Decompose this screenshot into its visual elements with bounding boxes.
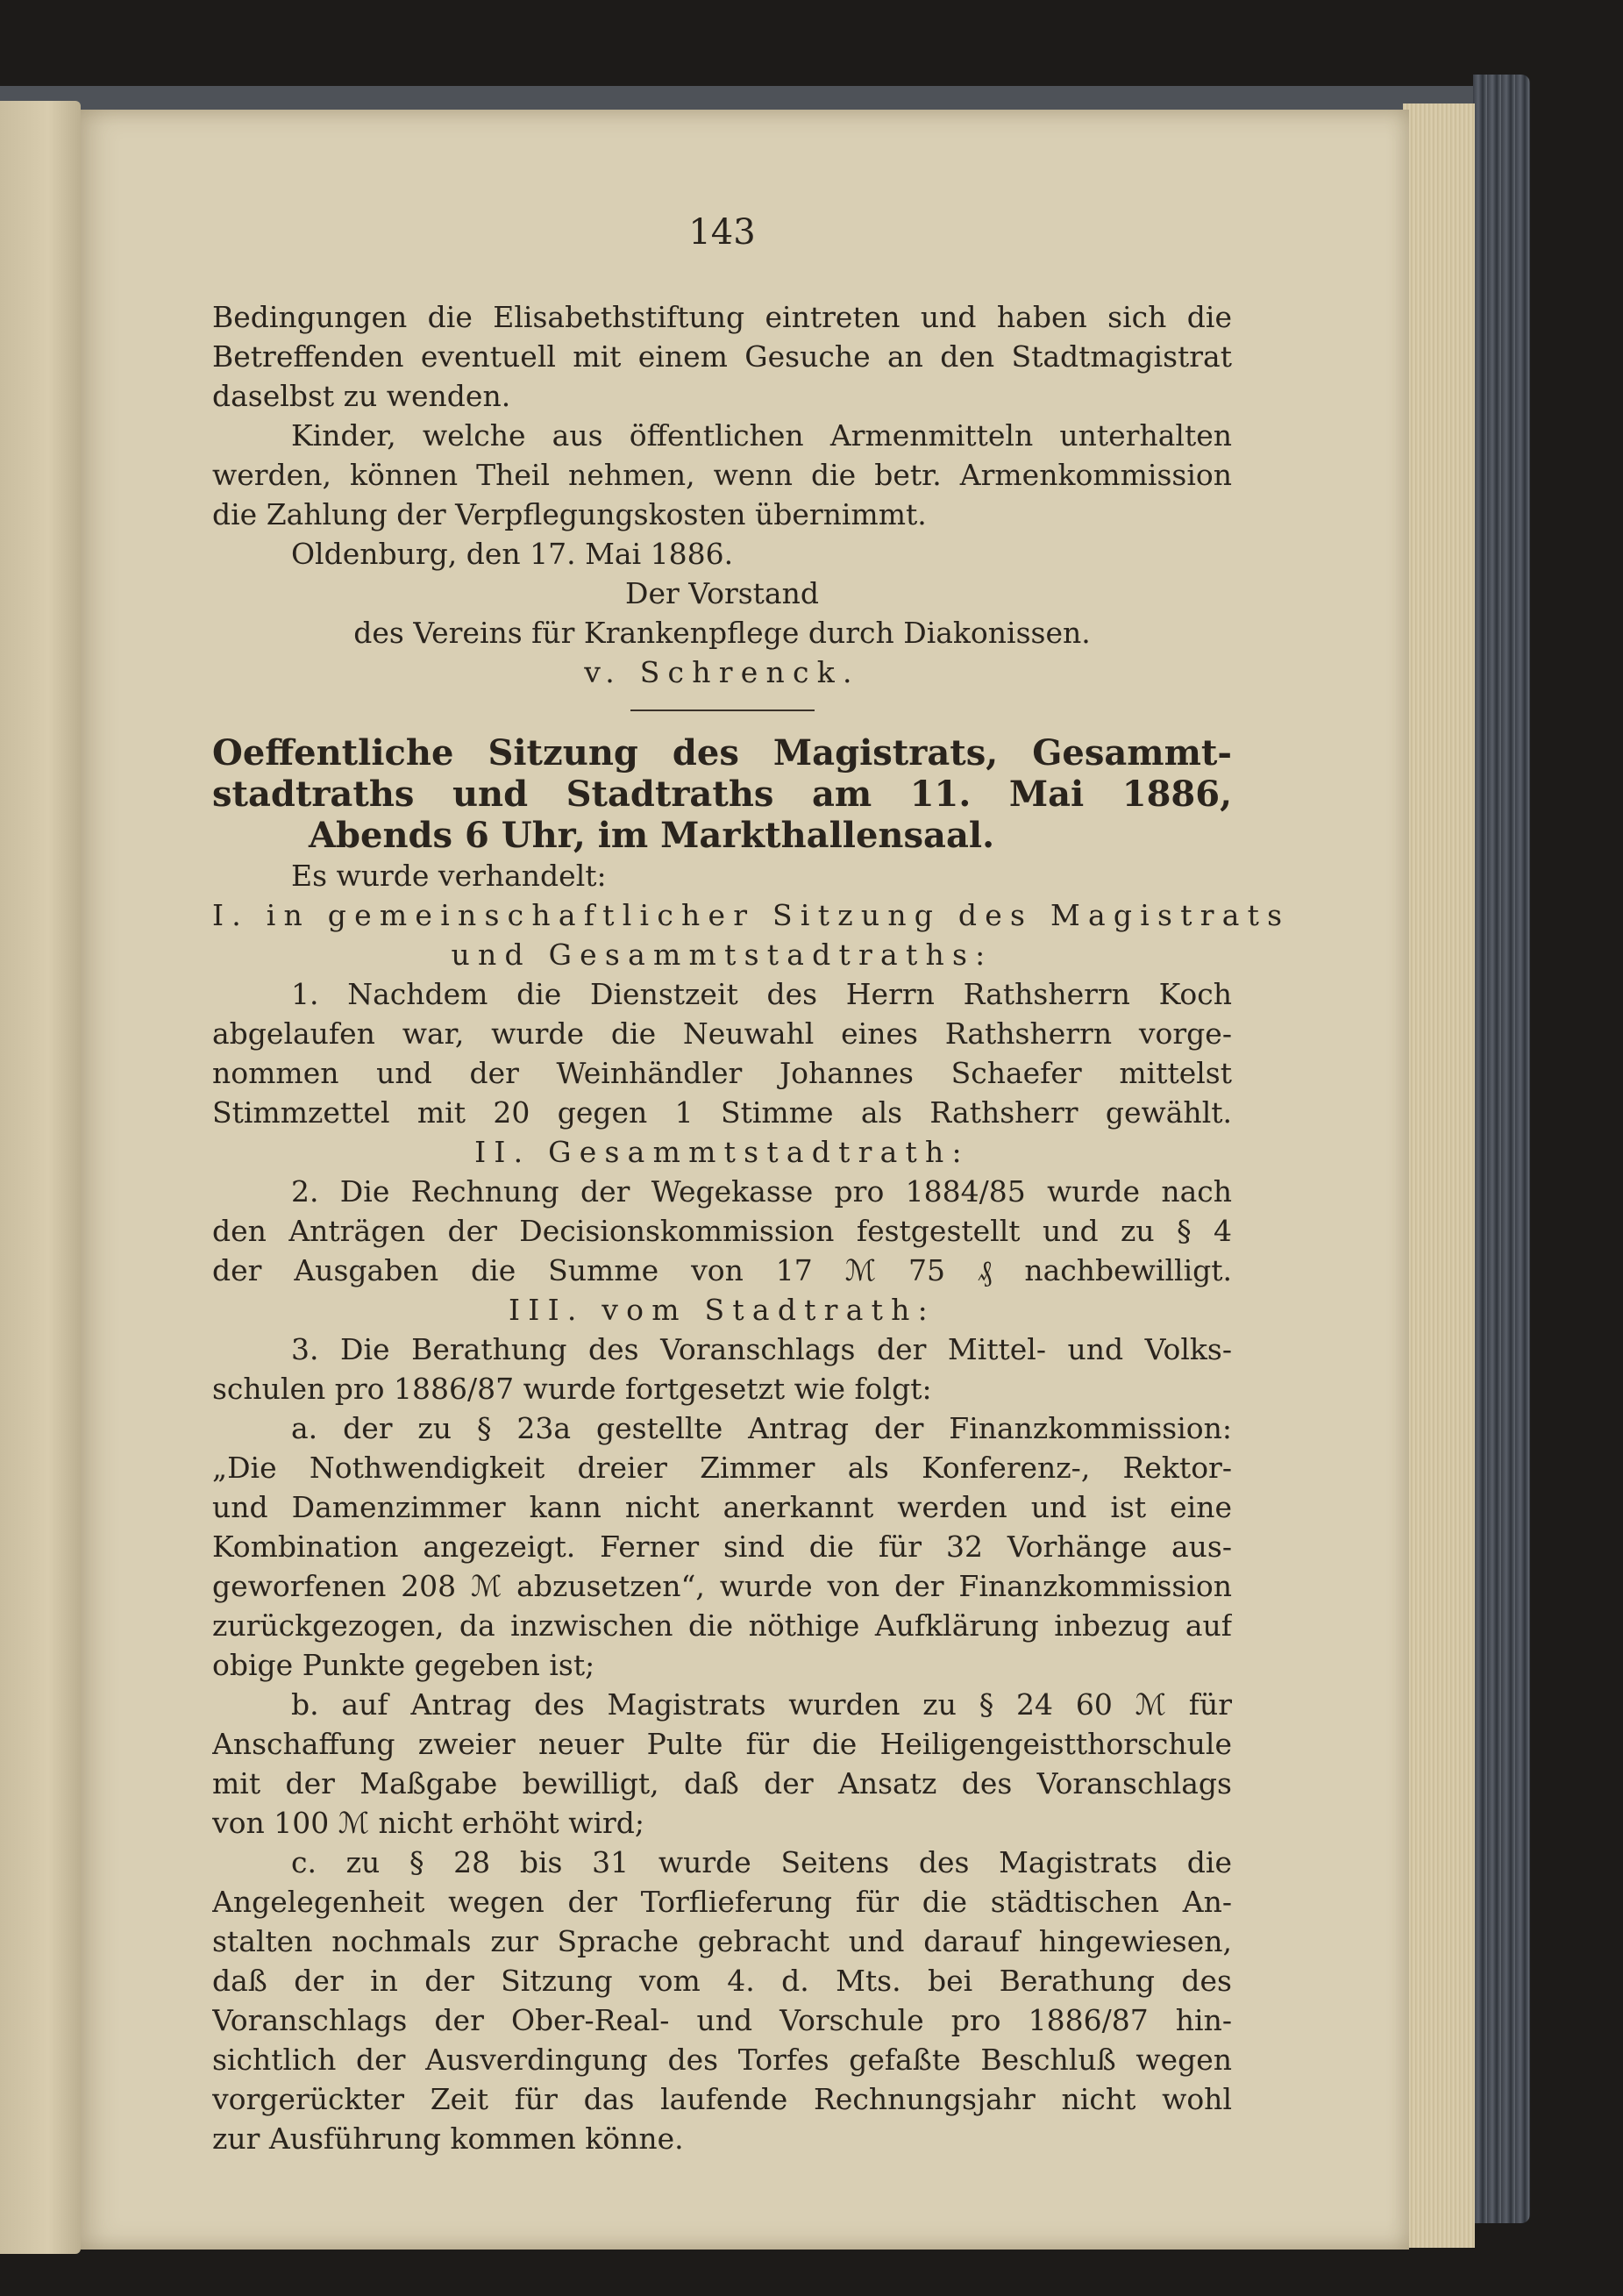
- text-line: schulen pro 1886/87 wurde fortgesetzt wie folgt:: [212, 1372, 932, 1406]
- text-line: daselbst zu wenden.: [212, 379, 511, 413]
- page-text: [212, 206, 1291, 2158]
- signature-name: v. Schrenck.: [584, 655, 860, 689]
- paragraph-1: [212, 297, 1232, 416]
- item-2: [212, 1172, 1232, 1290]
- page-stack-edge: [1403, 103, 1475, 2248]
- text-line: stalten nochmals zur Sprache gebracht und darauf hingewiesen,: [212, 1924, 1232, 1958]
- heading-line: stadtraths und Stadtraths am 11. Mai 1886,: [212, 774, 1232, 815]
- text-line: den Anträgen der Decisionskommission festgestellt und zu § 4: [212, 1214, 1232, 1248]
- text-line: und Damenzimmer kann nicht anerkannt werden und ist eine: [212, 1490, 1232, 1524]
- text-line: Betreffenden eventuell mit einem Gesuche an den Stadtmagistrat: [212, 339, 1232, 374]
- text-line: geworfenen 208 ℳ abzusetzen“, wurde von der Finanzkommission: [212, 1569, 1232, 1603]
- text-line: Kombination angezeigt. Ferner sind die für 32 Vorhänge aus-: [212, 1529, 1232, 1564]
- section-divider: [630, 709, 815, 711]
- signature-block: [212, 574, 1232, 692]
- heading-line: Oeffentliche Sitzung des Magistrats, Gesammt-: [212, 732, 1232, 774]
- text-line: zur Ausführung kommen könne.: [212, 2121, 684, 2156]
- item-b: [212, 1685, 1232, 1843]
- paragraph-2: [212, 416, 1232, 534]
- section-title-1: I. in gemeinschaftlicher Sitzung des Magistrats: [212, 898, 1291, 932]
- text-line: 2. Die Rechnung der Wegekasse pro 1884/85 wurde nach: [291, 1174, 1232, 1209]
- section-heading: [212, 732, 1232, 856]
- text-line: 3. Die Berathung des Voranschlags der Mittel- und Volks-: [291, 1332, 1232, 1366]
- text-line: Voranschlags der Ober-Real- und Vorschule pro 1886/87 hin-: [212, 2003, 1232, 2037]
- text-line: von 100 ℳ nicht erhöht wird;: [212, 1806, 645, 1840]
- item-c: [212, 1843, 1232, 2158]
- heading-line: Abends 6 Uhr, im Markthallensaal.: [309, 815, 994, 856]
- text-line: vorgerückter Zeit für das laufende Rechnungsjahr nicht wohl: [212, 2082, 1232, 2116]
- section-title-2: II. Gesammtstadtrath:: [474, 1135, 970, 1169]
- section-title-1-cont: und Gesammtstadtraths:: [451, 938, 993, 972]
- item-a: [212, 1408, 1232, 1685]
- book-cover-right-edge: [1473, 75, 1530, 2223]
- text-line: „Die Nothwendigkeit dreier Zimmer als Konferenz-, Rektor-: [212, 1451, 1232, 1485]
- signature-line: des Vereins für Krankenpflege durch Diakonissen.: [353, 616, 1091, 650]
- text-line: c. zu § 28 bis 31 wurde Seitens des Magistrats die: [291, 1845, 1232, 1879]
- text-line: Stimmzettel mit 20 gegen 1 Stimme als Rathsherr gewählt.: [212, 1095, 1232, 1130]
- section-title-3: III. vom Stadtrath:: [509, 1293, 936, 1327]
- text-line: der Ausgaben die Summe von 17 ℳ 75 ₰ nachbewilligt.: [212, 1253, 1232, 1287]
- text-line: b. auf Antrag des Magistrats wurden zu § 24 60 ℳ für: [291, 1687, 1232, 1722]
- item-3: [212, 1330, 1232, 1408]
- book-page: [81, 110, 1409, 2250]
- text-line: werden, können Theil nehmen, wenn die betr. Armenkommission: [212, 458, 1232, 492]
- item-1: [212, 974, 1232, 1132]
- text-line: a. der zu § 23a gestellte Antrag der Finanzkommission:: [291, 1411, 1232, 1445]
- text-line: zurückgezogen, da inzwischen die nöthige Aufklärung inbezug auf: [212, 1608, 1232, 1643]
- text-line: mit der Maßgabe bewilligt, daß der Ansatz des Voranschlags: [212, 1766, 1232, 1800]
- text-line: nommen und der Weinhändler Johannes Schaefer mittelst: [212, 1056, 1232, 1090]
- text-line: daß der in der Sitzung vom 4. d. Mts. bei Berathung des: [212, 1964, 1232, 1998]
- page-number: 143: [688, 212, 756, 253]
- text-line: Anschaffung zweier neuer Pulte für die Heiligengeistthorschule: [212, 1727, 1232, 1761]
- text-line: Bedingungen die Elisabethstiftung eintreten und haben sich die: [212, 300, 1232, 334]
- signature-line: Der Vorstand: [625, 576, 819, 610]
- text-line: sichtlich der Ausverdingung des Torfes gefaßte Beschluß wegen: [212, 2043, 1232, 2077]
- text-line: obige Punkte gegeben ist;: [212, 1648, 595, 1682]
- text-line: Angelegenheit wegen der Torflieferung für die städtischen An-: [212, 1885, 1232, 1919]
- text-line: die Zahlung der Verpflegungskosten übernimmt.: [212, 497, 927, 531]
- place-date: Oldenburg, den 17. Mai 1886.: [291, 537, 734, 571]
- text-line: abgelaufen war, wurde die Neuwahl eines Rathsherrn vorge-: [212, 1016, 1232, 1051]
- text-line: 1. Nachdem die Dienstzeit des Herrn Rathsherrn Koch: [291, 977, 1232, 1011]
- intro-line: Es wurde verhandelt:: [291, 859, 607, 893]
- text-line: Kinder, welche aus öffentlichen Armenmitteln unterhalten: [291, 418, 1232, 453]
- left-page-edge: [0, 101, 81, 2254]
